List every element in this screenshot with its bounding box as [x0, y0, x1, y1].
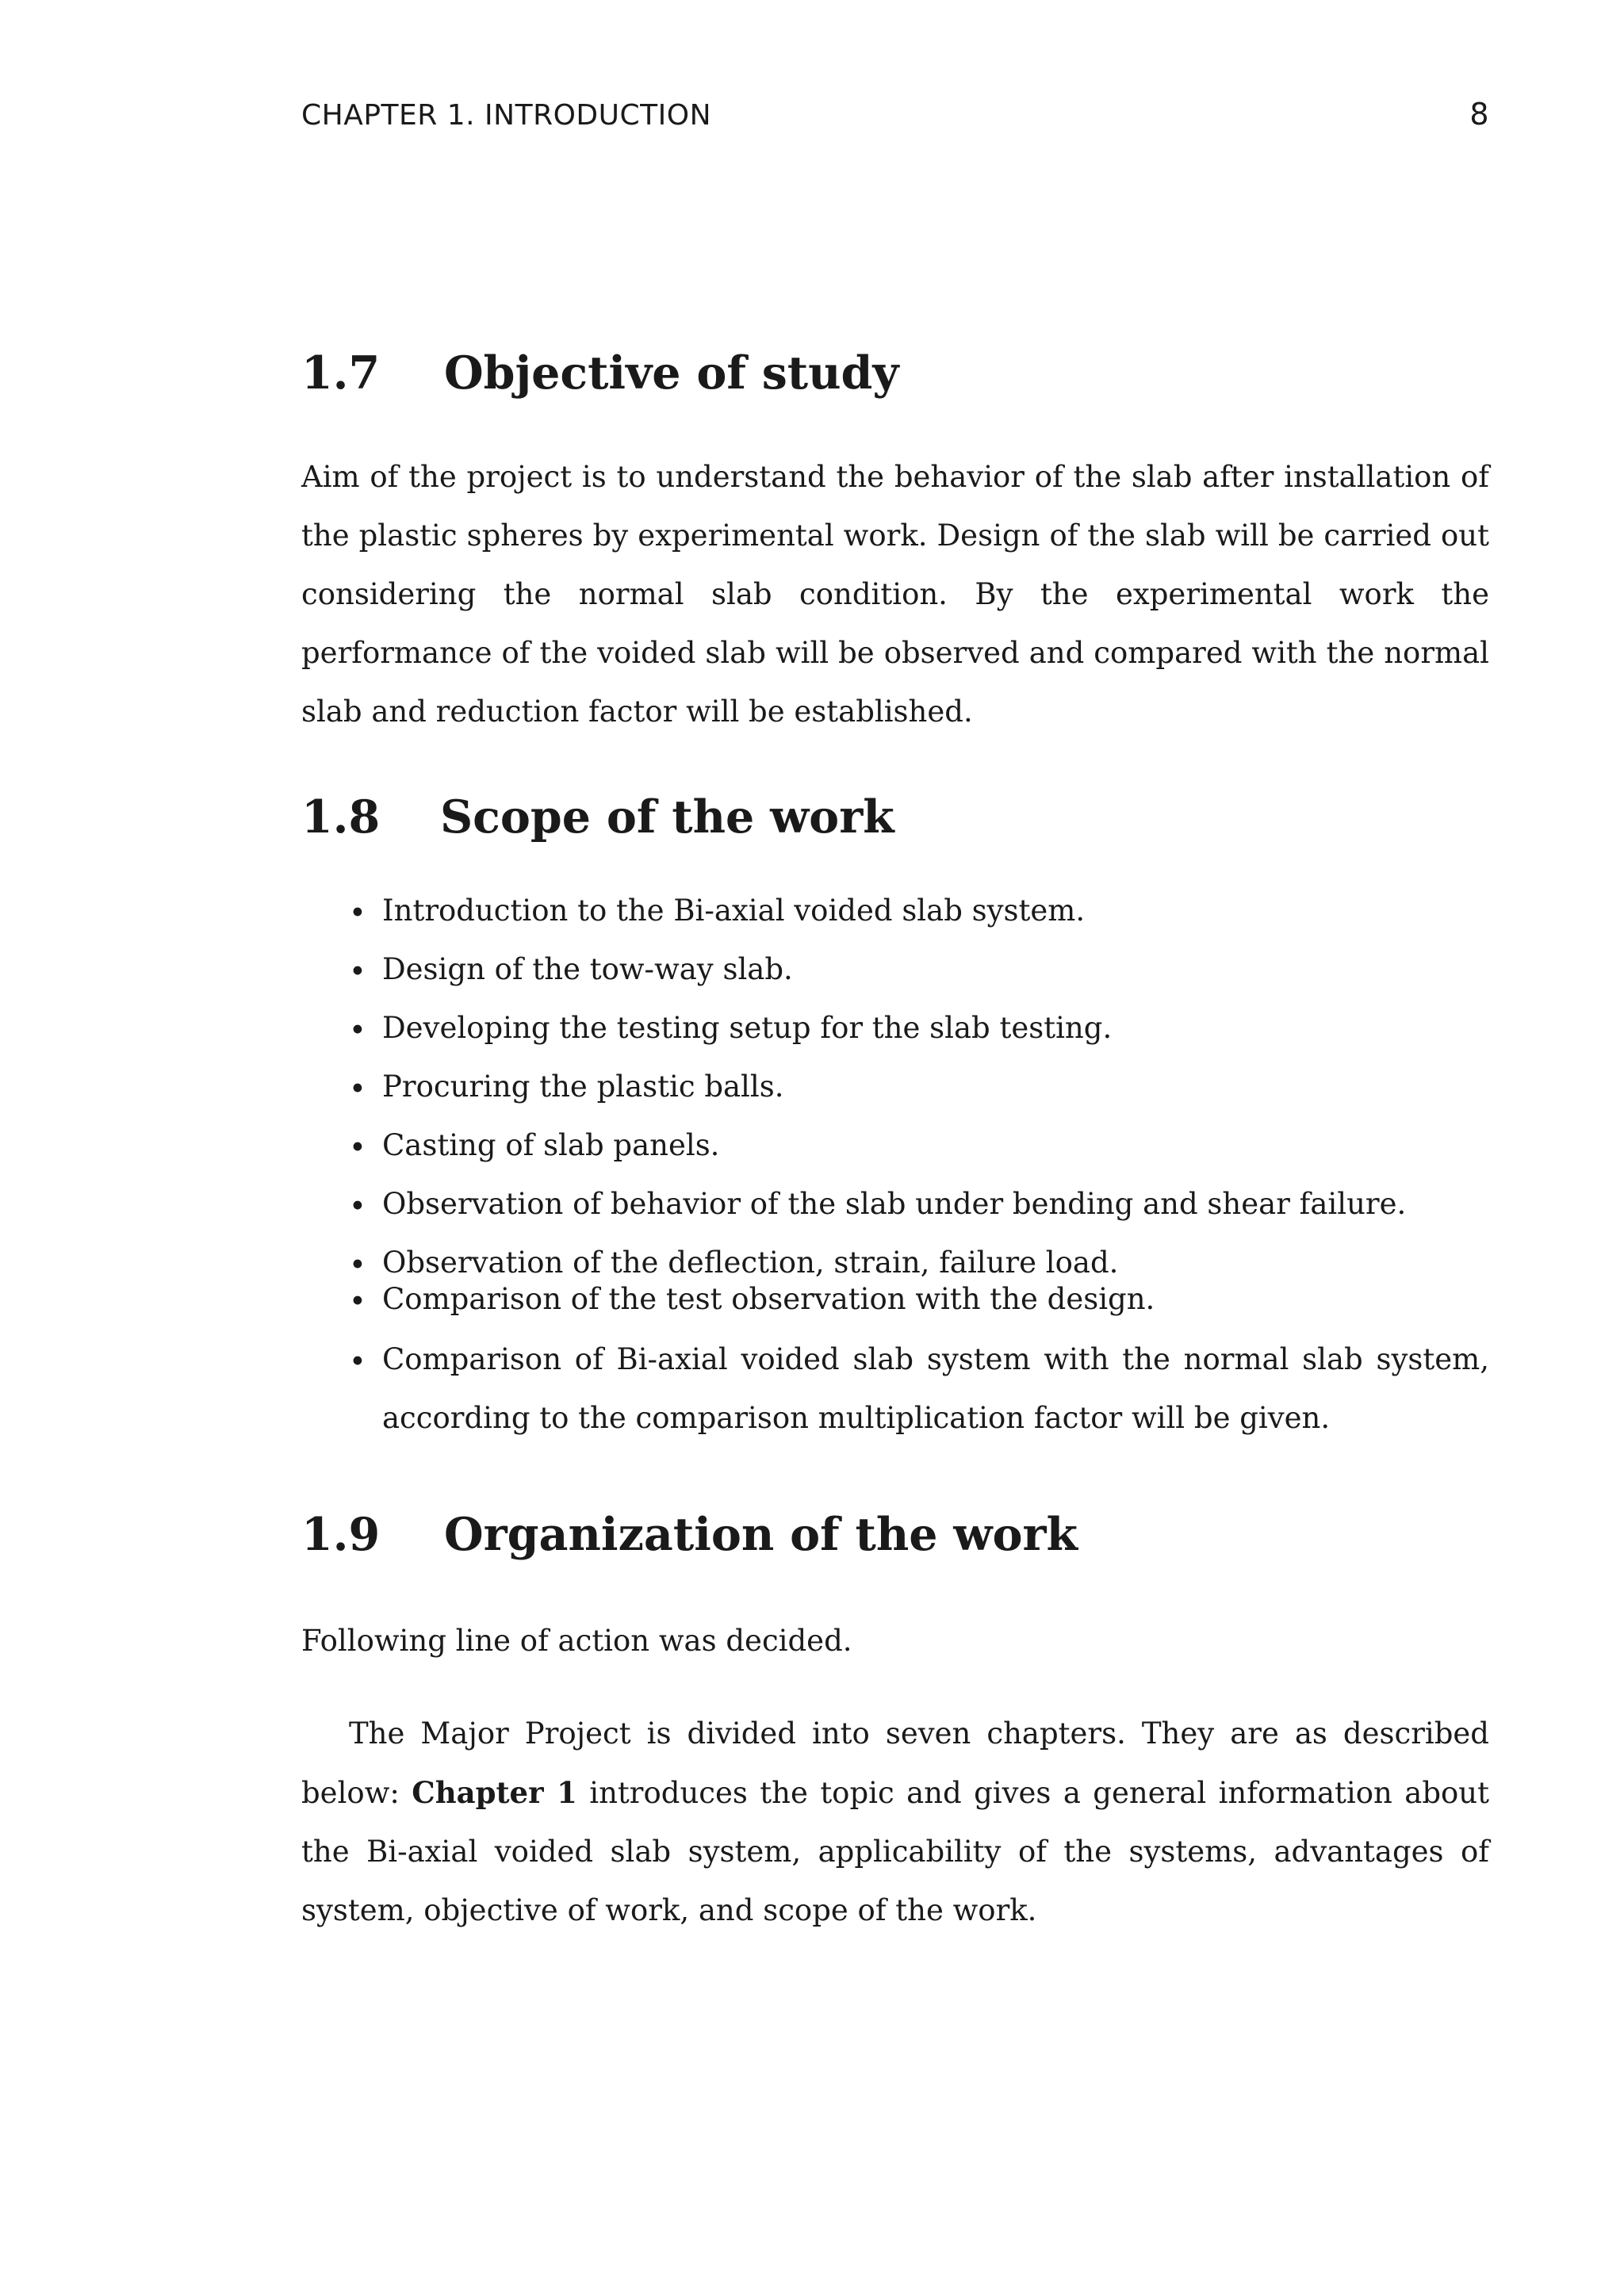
running-header — [301, 97, 1489, 144]
section-number: 1.7 — [301, 346, 381, 400]
paragraph-lead: The Major Project is divided into seven chapters. They are as described below: — [301, 1716, 1489, 1810]
list-item-text: Comparison of Bi-axial voided slab system with the normal slab system, according to the comparison multiplication factor will be given. — [382, 1342, 1489, 1435]
list-item-text: Developing the testing setup for the slab testing. — [382, 1011, 1113, 1045]
section-heading-1-9 — [301, 1502, 1078, 1566]
objective-paragraph: Aim of the project is to understand the behavior of the slab after installation of the plastic spheres by experimental work. Design of the slab will be carried out considering the normal slab condition. By the experimental work the performance of the voided slab will be observed and compared with the normal slab and reduction factor will be established. — [301, 460, 1489, 729]
bullet-icon: • — [349, 1189, 366, 1223]
list-item-text: Introduction to the Bi-axial voided slab system. — [382, 894, 1086, 928]
bullet-icon: • — [349, 1131, 366, 1165]
chapter-label: Chapter 1 — [412, 1775, 577, 1810]
bullet-icon: • — [349, 1013, 366, 1047]
chapter-header: CHAPTER 1. INTRODUCTION — [301, 99, 711, 132]
bullet-icon: • — [349, 896, 366, 930]
section-title: Scope of the work — [440, 790, 894, 844]
bullet-icon: • — [349, 1345, 366, 1379]
list-item-text: Design of the tow-way slab. — [382, 952, 793, 986]
bullet-icon: • — [349, 1248, 366, 1282]
chapter-description: introduces the topic and gives a general information about the Bi-axial voided slab system, applicability of the systems, advantages of system, objective of work, and scope of the work. — [301, 1776, 1490, 1927]
organization-intro: Following line of action was decided. — [301, 1624, 852, 1658]
section-heading-1-8 — [301, 785, 894, 848]
section-heading-1-7 — [301, 341, 899, 404]
bullet-icon: • — [349, 955, 366, 989]
list-item-text: Observation of behavior of the slab under bending and shear failure. — [382, 1187, 1407, 1221]
section-title: Organization of the work — [444, 1507, 1078, 1561]
page-number: 8 — [1469, 97, 1489, 132]
section-number: 1.8 — [301, 790, 381, 844]
bullet-icon: • — [349, 1284, 366, 1318]
list-item-text: Comparison of the test observation with the design. — [382, 1282, 1155, 1316]
organization-paragraph — [301, 1705, 1489, 1942]
section-title: Objective of study — [444, 346, 899, 400]
list-item-text: Casting of slab panels. — [382, 1128, 720, 1162]
section-number: 1.9 — [301, 1507, 381, 1561]
bullet-icon: • — [349, 1072, 366, 1106]
list-item-text: Procuring the plastic balls. — [382, 1070, 784, 1104]
list-item-text: Observation of the deflection, strain, failure load. — [382, 1246, 1119, 1280]
